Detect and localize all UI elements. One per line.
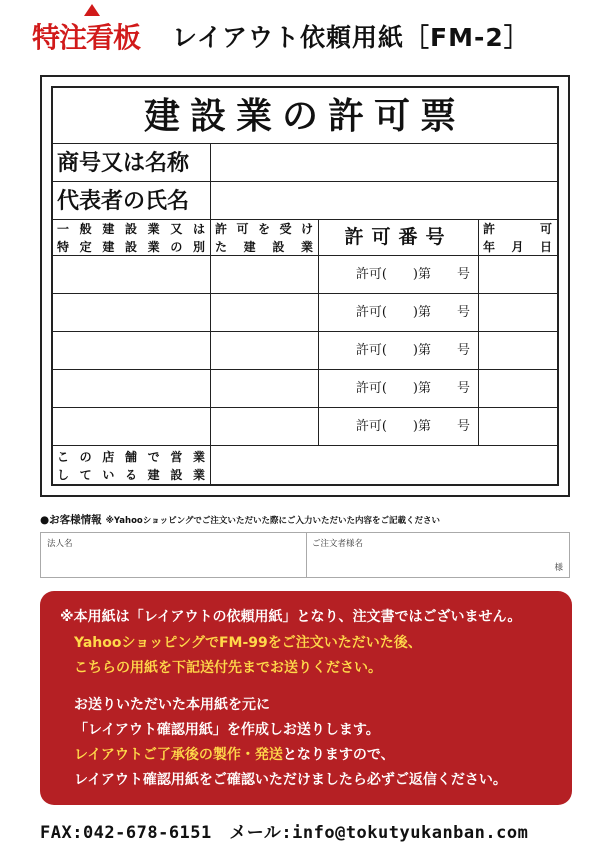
customer-info-heading: ●お客様情報 ※Yahooショッピングでご注文いただいた際にご入力いただいた内容をご記載ください bbox=[40, 514, 440, 526]
permit-sign-frame bbox=[40, 75, 570, 497]
permit-number-cell[interactable]: 許可( )第 号 bbox=[319, 332, 479, 370]
notice-line: こちらの用紙を下記送付先までお送りください。 bbox=[74, 660, 382, 676]
logo-mark bbox=[84, 4, 100, 16]
field-representative[interactable] bbox=[211, 182, 557, 220]
label-store-business: この店舗で営業 している建設業 bbox=[53, 446, 211, 484]
table-cell[interactable] bbox=[211, 408, 319, 446]
page-title: レイアウト依頼用紙［FM-2］ bbox=[172, 23, 530, 52]
company-label: 法人名 bbox=[47, 539, 73, 549]
table-cell[interactable] bbox=[53, 256, 211, 294]
permit-number-cell[interactable]: 許可( )第 号 bbox=[319, 370, 479, 408]
table-cell[interactable] bbox=[53, 370, 211, 408]
divider bbox=[306, 533, 307, 577]
field-store-business[interactable] bbox=[211, 446, 557, 484]
customer-info-box bbox=[40, 532, 570, 578]
header bbox=[32, 14, 592, 58]
table-cell[interactable] bbox=[211, 294, 319, 332]
notice-line: YahooショッピングでFM-99をご注文いただいた後、 bbox=[74, 635, 422, 651]
notice-line: 「レイアウト確認用紙」を作成しお送りします。 bbox=[74, 722, 380, 738]
table-cell[interactable] bbox=[211, 370, 319, 408]
permit-number-cell[interactable]: 許可( )第 号 bbox=[319, 408, 479, 446]
notice-line: お送りいただいた本用紙を元に bbox=[74, 697, 270, 713]
table-cell[interactable] bbox=[479, 370, 557, 408]
col-permit-date-header: 許 可 年 月 日 bbox=[479, 220, 557, 256]
customer-info-note: ※Yahooショッピングでご注文いただいた際にご入力いただいた内容をご記載ください bbox=[105, 516, 440, 526]
col-permit-number-header: 許可番号 bbox=[319, 220, 479, 256]
logo: 特注看板 bbox=[32, 21, 141, 54]
permit-number-cell[interactable]: 許可( )第 号 bbox=[319, 294, 479, 332]
table-cell[interactable] bbox=[479, 332, 557, 370]
table-cell[interactable] bbox=[211, 256, 319, 294]
table-cell[interactable] bbox=[211, 332, 319, 370]
notice-line: ※本用紙は「レイアウトの依頼用紙」となり、注文書ではございません。 bbox=[60, 609, 522, 625]
table-cell[interactable] bbox=[53, 408, 211, 446]
footer-contact: FAX:042-678-6151 メール:info@tokutyukanban.com bbox=[40, 823, 529, 843]
col-business-header: 許可を受け た建設業 bbox=[211, 220, 319, 256]
table-cell[interactable] bbox=[53, 294, 211, 332]
permit-number-cell[interactable]: 許可( )第 号 bbox=[319, 256, 479, 294]
label-company: 商号又は名称 bbox=[53, 144, 211, 182]
notice-line: レイアウト確認用紙をご確認いただけましたら必ずご返信ください。 bbox=[74, 772, 507, 788]
notice-line: レイアウトご了承後の製作・発送となりますので、 bbox=[74, 747, 395, 763]
field-company[interactable] bbox=[211, 144, 557, 182]
honorific-suffix: 様 bbox=[554, 563, 563, 573]
orderer-name-label: ご注文者様名 bbox=[312, 539, 364, 549]
notice-box bbox=[40, 591, 572, 805]
table-cell[interactable] bbox=[479, 294, 557, 332]
table-cell[interactable] bbox=[479, 256, 557, 294]
label-representative: 代表者の氏名 bbox=[53, 182, 211, 220]
permit-sign-table bbox=[51, 86, 559, 486]
form-title: 建設業の許可票 bbox=[53, 88, 557, 144]
table-cell[interactable] bbox=[479, 408, 557, 446]
table-cell[interactable] bbox=[53, 332, 211, 370]
col-type-header: 一般建設業又は 特定建設業の別 bbox=[53, 220, 211, 256]
